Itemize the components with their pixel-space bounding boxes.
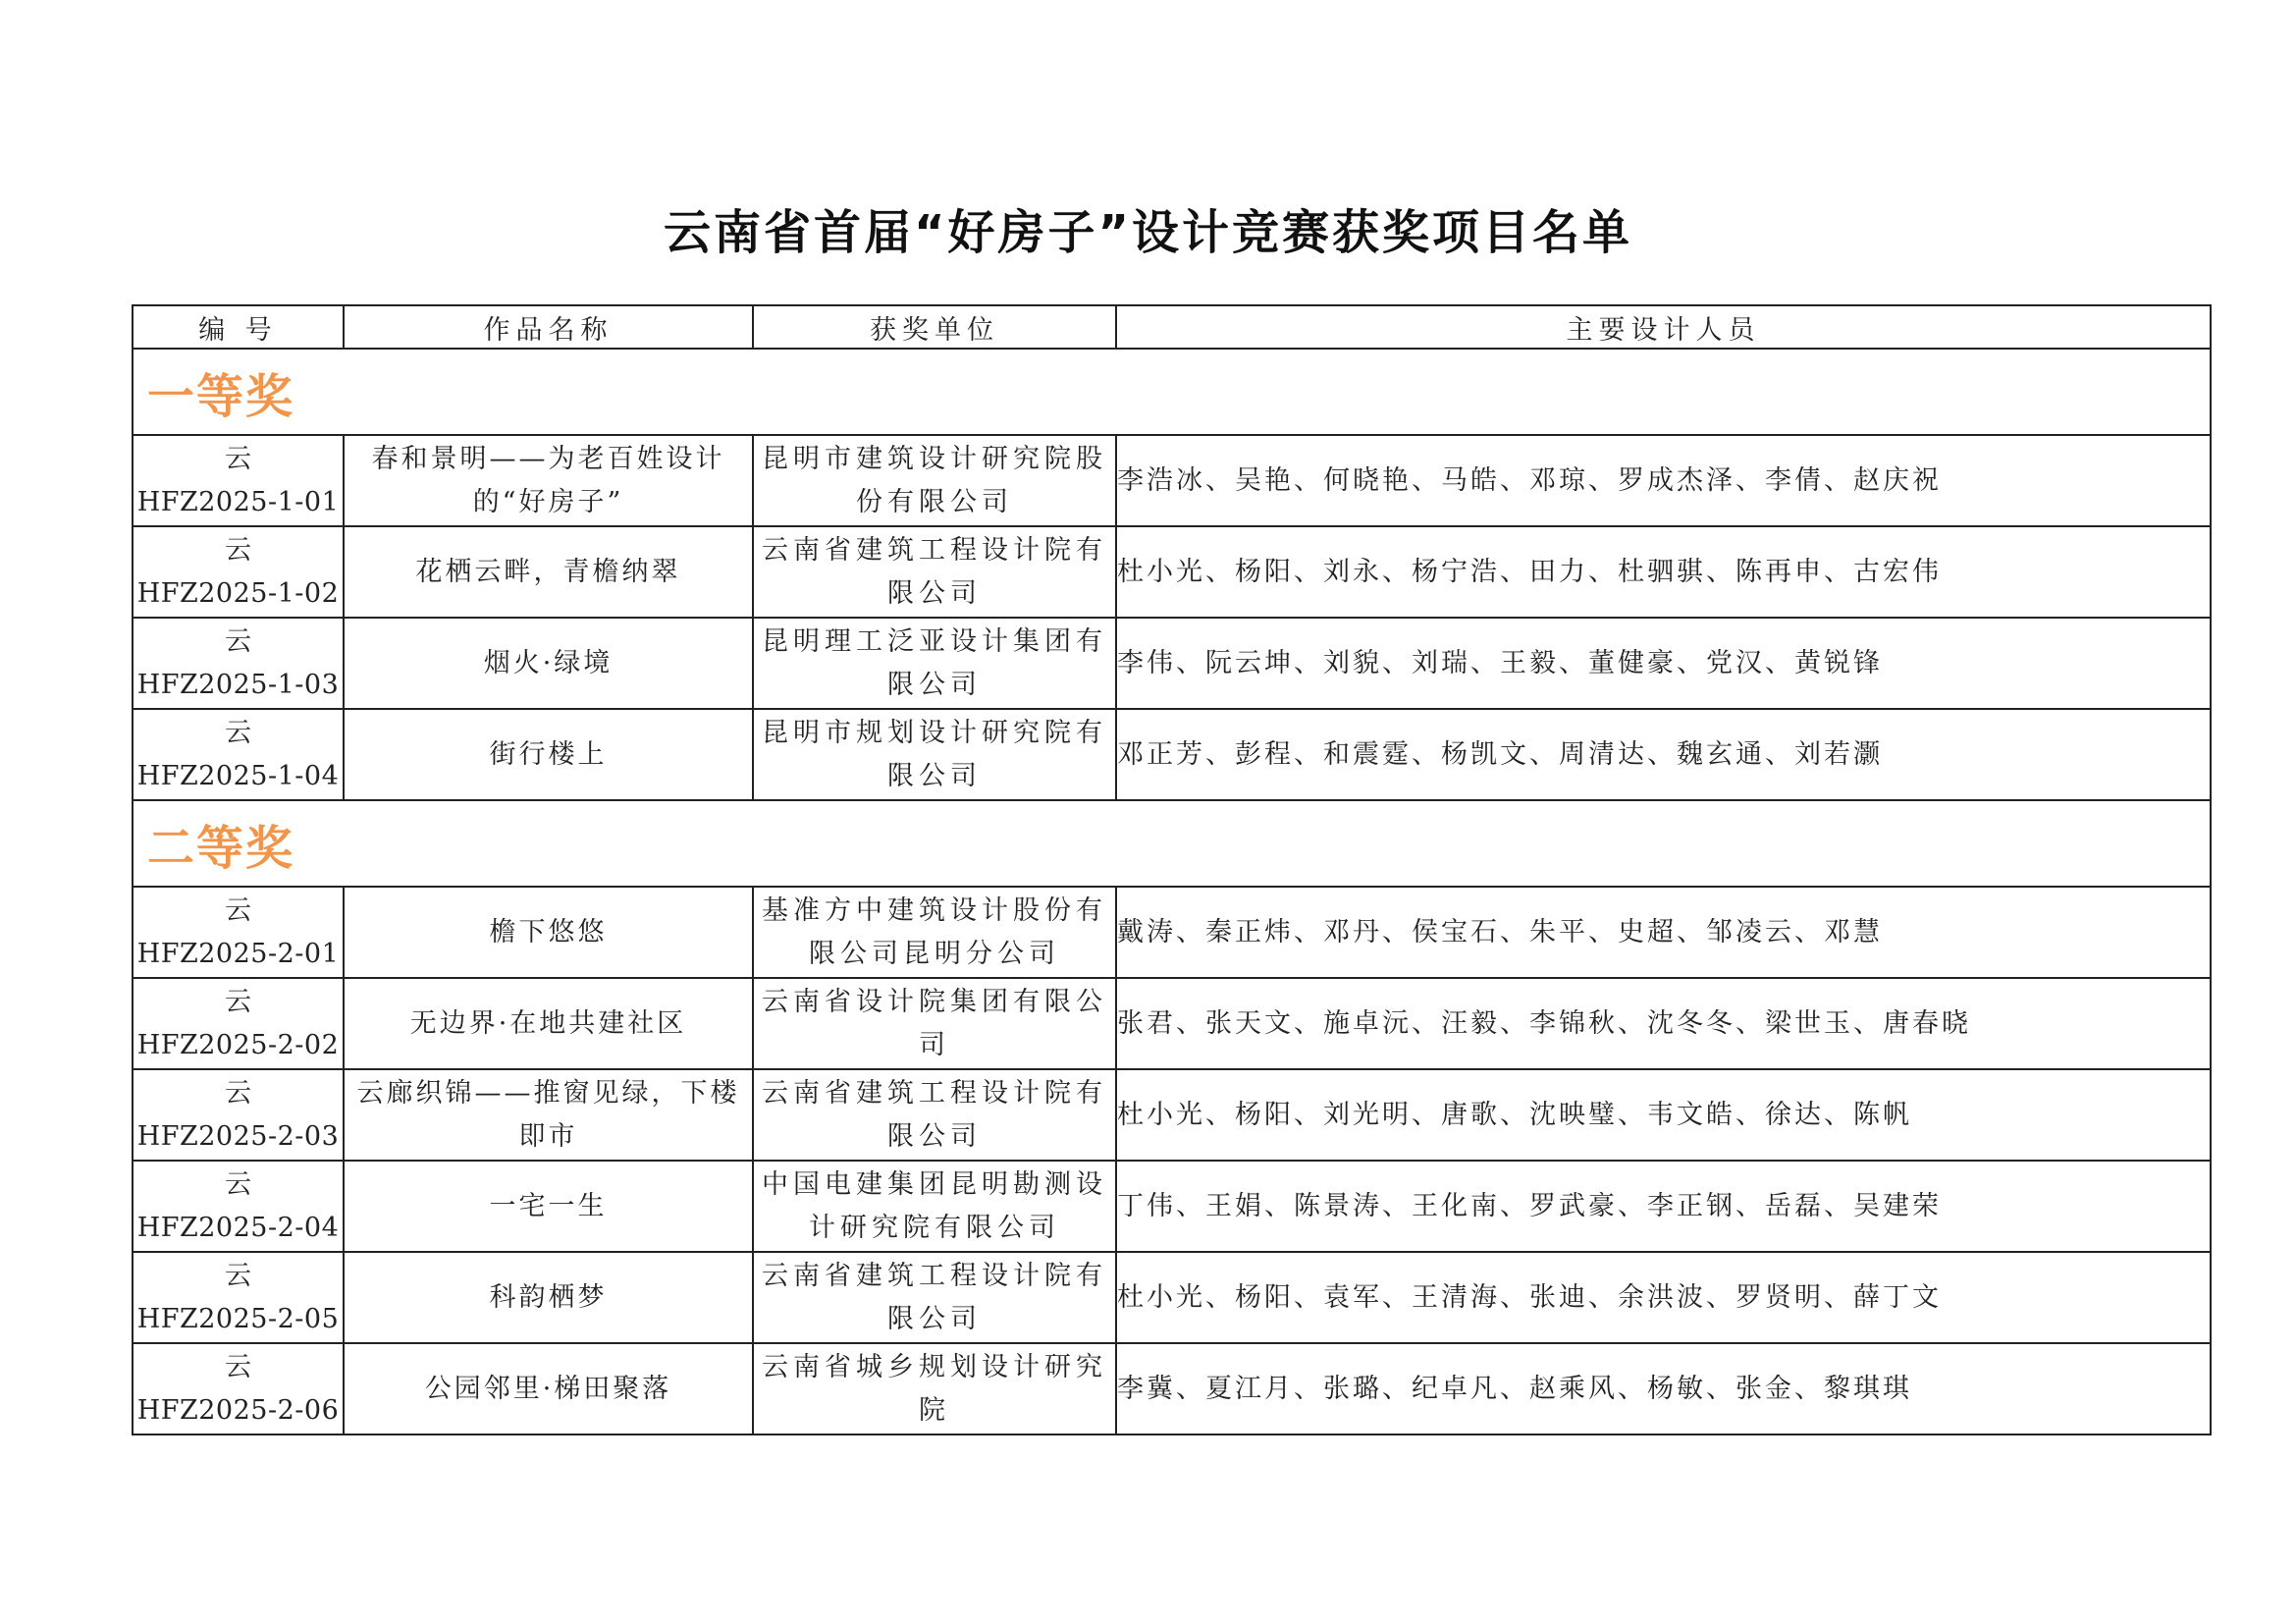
item-people: 杜小光、杨阳、刘光明、唐歌、沈映璧、韦文皓、徐达、陈帆 (1116, 1069, 2211, 1161)
id-code: HFZ2025-2-06 (136, 1394, 340, 1426)
item-id (133, 978, 344, 1069)
table-row (133, 526, 2211, 618)
item-people: 邓正芳、彭程、和震霆、杨凯文、周清达、魏玄通、刘若灏 (1116, 709, 2211, 800)
table-row (133, 435, 2211, 526)
id-code: HFZ2025-1-02 (136, 577, 340, 609)
tier-row-second (133, 800, 2211, 887)
item-id (133, 618, 344, 709)
item-unit: 基准方中建筑设计股份有限公司昆明分公司 (753, 887, 1116, 978)
page-title: 云南省首届“好房子”设计竞赛获奖项目名单 (663, 205, 1633, 260)
id-code: HFZ2025-2-03 (136, 1120, 340, 1152)
header-id: 编 号 (133, 305, 344, 349)
header-name: 作品名称 (344, 305, 753, 349)
tier-label: 二等奖 (147, 820, 295, 876)
item-name: 科韵栖梦 (344, 1252, 753, 1343)
id-prefix: 云 (225, 1077, 251, 1109)
table-row (133, 1161, 2211, 1252)
id-code: HFZ2025-2-04 (136, 1212, 340, 1243)
table-row (133, 1252, 2211, 1343)
item-name: 一宅一生 (344, 1161, 753, 1252)
id-code: HFZ2025-1-01 (136, 486, 340, 517)
item-id (133, 1343, 344, 1435)
item-name: 云廊织锦——推窗见绿，下楼即市 (344, 1069, 753, 1161)
table-row (133, 1343, 2211, 1435)
item-people: 杜小光、杨阳、袁军、王清海、张迪、余洪波、罗贤明、薛丁文 (1116, 1252, 2211, 1343)
id-prefix: 云 (225, 625, 251, 657)
id-prefix: 云 (225, 1260, 251, 1291)
table-row (133, 618, 2211, 709)
item-name: 公园邻里·梯田聚落 (344, 1343, 753, 1435)
id-code: HFZ2025-2-01 (136, 938, 340, 969)
id-prefix: 云 (225, 717, 251, 748)
header-unit: 获奖单位 (753, 305, 1116, 349)
awards-body (133, 349, 2211, 1435)
id-prefix: 云 (225, 534, 251, 566)
item-name: 无边界·在地共建社区 (344, 978, 753, 1069)
id-prefix: 云 (225, 986, 251, 1017)
table-header-row (133, 305, 2211, 349)
item-id (133, 1161, 344, 1252)
item-name: 街行楼上 (344, 709, 753, 800)
item-unit: 昆明理工泛亚设计集团有限公司 (753, 618, 1116, 709)
item-id (133, 1069, 344, 1161)
item-unit: 云南省城乡规划设计研究院 (753, 1343, 1116, 1435)
item-unit: 昆明市建筑设计研究院股份有限公司 (753, 435, 1116, 526)
item-name: 花栖云畔，青檐纳翠 (344, 526, 753, 618)
id-code: HFZ2025-1-03 (136, 669, 340, 700)
item-id (133, 526, 344, 618)
id-prefix: 云 (225, 443, 251, 474)
item-people: 李浩冰、吴艳、何晓艳、马皓、邓琼、罗成杰泽、李倩、赵庆祝 (1116, 435, 2211, 526)
item-unit: 昆明市规划设计研究院有限公司 (753, 709, 1116, 800)
header-people: 主要设计人员 (1116, 305, 2211, 349)
id-prefix: 云 (225, 1168, 251, 1200)
item-people: 丁伟、王娟、陈景涛、王化南、罗武豪、李正钢、岳磊、吴建荣 (1116, 1161, 2211, 1252)
item-people: 张君、张天文、施卓沅、汪毅、李锦秋、沈冬冬、梁世玉、唐春晓 (1116, 978, 2211, 1069)
item-people: 戴涛、秦正炜、邓丹、侯宝石、朱平、史超、邹凌云、邓慧 (1116, 887, 2211, 978)
id-code: HFZ2025-2-05 (136, 1303, 340, 1334)
item-unit: 中国电建集团昆明勘测设计研究院有限公司 (753, 1161, 1116, 1252)
item-unit: 云南省建筑工程设计院有限公司 (753, 1069, 1116, 1161)
table-row (133, 1069, 2211, 1161)
item-id (133, 435, 344, 526)
table-row (133, 887, 2211, 978)
item-people: 杜小光、杨阳、刘永、杨宁浩、田力、杜驷骐、陈再申、古宏伟 (1116, 526, 2211, 618)
table-row (133, 709, 2211, 800)
item-name: 烟火·绿境 (344, 618, 753, 709)
item-people: 李冀、夏江月、张璐、纪卓凡、赵乘风、杨敏、张金、黎琪琪 (1116, 1343, 2211, 1435)
item-unit: 云南省建筑工程设计院有限公司 (753, 1252, 1116, 1343)
item-unit: 云南省建筑工程设计院有限公司 (753, 526, 1116, 618)
tier-label: 一等奖 (147, 368, 295, 424)
item-name: 檐下悠悠 (344, 887, 753, 978)
item-id (133, 887, 344, 978)
item-unit: 云南省设计院集团有限公司 (753, 978, 1116, 1069)
id-prefix: 云 (225, 894, 251, 926)
item-id (133, 1252, 344, 1343)
item-people: 李伟、阮云坤、刘貌、刘瑞、王毅、董健豪、党汉、黄锐锋 (1116, 618, 2211, 709)
id-prefix: 云 (225, 1351, 251, 1382)
id-code: HFZ2025-1-04 (136, 760, 340, 791)
table-row (133, 978, 2211, 1069)
item-name: 春和景明——为老百姓设计的“好房子” (344, 435, 753, 526)
id-code: HFZ2025-2-02 (136, 1029, 340, 1060)
awards-table (132, 304, 2212, 1435)
tier-row-first (133, 349, 2211, 435)
item-id (133, 709, 344, 800)
